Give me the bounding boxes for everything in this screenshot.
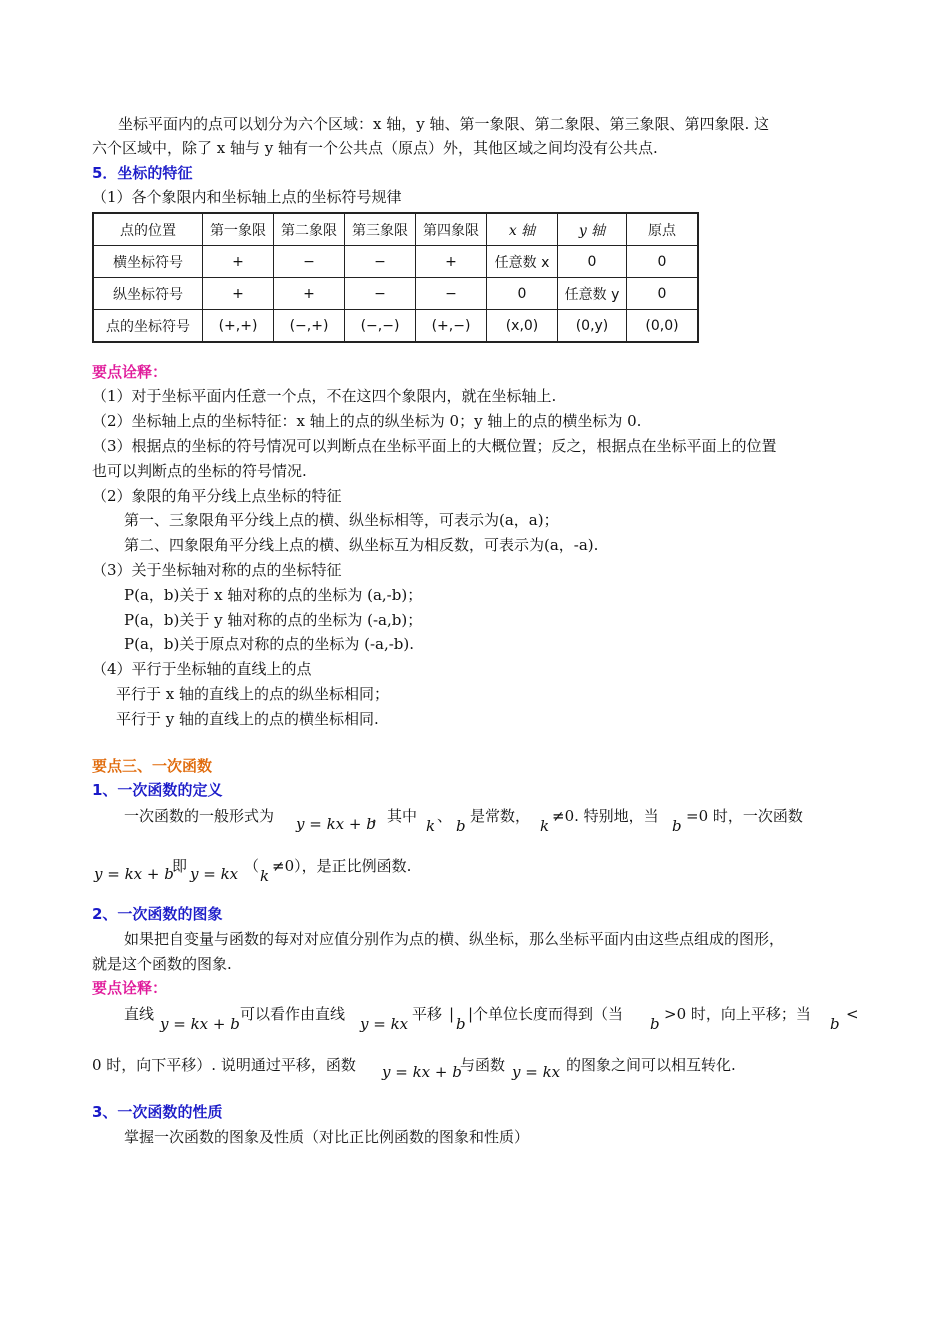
intro-line-2: 六个区域中，除了 x 轴与 y 轴有一个公共点（原点）外，其他区域之间均没有公共点. xyxy=(92,139,658,157)
var-b: b xyxy=(672,817,682,835)
table-cell: + xyxy=(203,278,274,310)
table-cell: 纵坐标符号 xyxy=(93,278,203,310)
table-cell: 点的坐标符号 xyxy=(93,310,203,343)
note1-p1: （1）对于坐标平面内任意一个点，不在这四个象限内，就在坐标轴上. xyxy=(92,387,557,405)
note-text-8: 与函数 xyxy=(460,1056,506,1074)
graph-p2: 就是这个函数的图象. xyxy=(92,955,232,973)
note-text-5: >0 时，向上平移；当 xyxy=(664,1005,811,1023)
note-label-1: 要点诠释： xyxy=(92,363,168,381)
note1-p2: （2）坐标轴上点的坐标特征：x 轴上的点的纵坐标为 0；y 轴上的点的横坐标为 0. xyxy=(92,412,642,430)
table-header-cell: y 轴 xyxy=(558,213,627,246)
sub-3-line-a: P(a，b)关于 x 轴对称的点的坐标为 (a,-b)； xyxy=(124,586,423,604)
section-3-title: 要点三、一次函数 xyxy=(92,757,213,775)
table-header-row xyxy=(93,213,698,246)
table-cell: − xyxy=(416,278,487,310)
sub-3-line-c: P(a，b)关于原点对称的点的坐标为 (-a,-b). xyxy=(124,635,415,653)
var-k: k xyxy=(260,867,270,885)
sub-4-line-a: 平行于 x 轴的直线上的点的纵坐标相同； xyxy=(116,685,389,703)
note-text-9: 的图象之间可以相互转化. xyxy=(566,1056,736,1074)
table-cell: (x,0) xyxy=(487,310,558,343)
sub-heading-2: （2）象限的角平分线上点坐标的特征 xyxy=(92,487,342,505)
table-cell: 0 xyxy=(627,246,699,278)
table-cell: (0,0) xyxy=(627,310,699,343)
note1-p3b: 也可以判断点的坐标的符号情况. xyxy=(92,462,307,480)
def-heading: 1、一次函数的定义 xyxy=(92,781,223,799)
table-cell: (−,−) xyxy=(345,310,416,343)
def-sep: 、 xyxy=(437,807,453,825)
var-k: k xyxy=(540,817,550,835)
def-text-2: ，其中 xyxy=(372,807,418,825)
var-b: b xyxy=(830,1015,840,1033)
def-text-4: ≠0. 特别地，当 xyxy=(552,807,659,825)
sub-heading-4: （4）平行于坐标轴的直线上的点 xyxy=(92,660,312,678)
table-cell: 横坐标符号 xyxy=(93,246,203,278)
formula-y-kx: y = kx xyxy=(190,865,239,883)
sub-3-line-b: P(a，b)关于 y 轴对称的点的坐标为 (-a,b)； xyxy=(124,611,423,629)
table-cell: − xyxy=(345,278,416,310)
abs-bar: | xyxy=(449,1005,455,1023)
formula-y-kx: y = kx xyxy=(512,1063,561,1081)
section-5-title: 5．坐标的特征 xyxy=(92,164,193,182)
note-text-6: < xyxy=(846,1005,859,1023)
def-text-3: 是常数， xyxy=(470,807,531,825)
note-text-3: 平移 xyxy=(412,1005,443,1023)
table-header-cell: 第四象限 xyxy=(416,213,487,246)
formula-y-kx-b: y = kx + b xyxy=(382,1063,462,1081)
formula-y-kx: y = kx xyxy=(360,1015,409,1033)
table-cell: (+,+) xyxy=(203,310,274,343)
table-header-cell: x 轴 xyxy=(487,213,558,246)
table-cell: 0 xyxy=(487,278,558,310)
table-header-cell: 第三象限 xyxy=(345,213,416,246)
sub-2-line-b: 第二、四象限角平分线上点的横、纵坐标互为相反数，可表示为(a，-a). xyxy=(124,536,599,554)
table-cell: (0,y) xyxy=(558,310,627,343)
table-header-cell: 点的位置 xyxy=(93,213,203,246)
table-cell: 任意数 y xyxy=(558,278,627,310)
sub-heading-3: （3）关于坐标轴对称的点的坐标特征 xyxy=(92,561,342,579)
note-text-4: |个单位长度而得到（当 xyxy=(468,1005,624,1023)
property-heading: 3、一次函数的性质 xyxy=(92,1103,223,1121)
def-text-5: =0 时，一次函数 xyxy=(686,807,803,825)
def-text-8: ≠0），是正比例函数. xyxy=(272,857,412,875)
formula-y-kx-b: y = kx + b xyxy=(296,815,376,833)
var-b: b xyxy=(456,1015,466,1033)
table-cell: + xyxy=(274,278,345,310)
section-5-sub1: （1）各个象限内和坐标轴上点的坐标符号规律 xyxy=(92,188,402,206)
sub-4-line-b: 平行于 y 轴的直线上的点的横坐标相同. xyxy=(116,710,379,728)
def-text-6: 即 xyxy=(172,857,188,875)
note-label-2: 要点诠释： xyxy=(92,979,168,997)
table-header-cell: 原点 xyxy=(627,213,699,246)
property-p: 掌握一次函数的图象及性质（对比正比例函数的图象和性质） xyxy=(124,1128,530,1146)
table-cell: 任意数 x xyxy=(487,246,558,278)
note1-p3a: （3）根据点的坐标的符号情况可以判断点在坐标平面上的大概位置；反之，根据点在坐标平面上的位置 xyxy=(92,437,777,455)
table-row xyxy=(93,246,698,278)
table-cell: + xyxy=(203,246,274,278)
note-text-2: 可以看作由直线 xyxy=(240,1005,346,1023)
graph-heading: 2、一次函数的图象 xyxy=(92,905,223,923)
table-cell: 0 xyxy=(627,278,699,310)
table-row xyxy=(93,310,698,343)
table-cell: (+,−) xyxy=(416,310,487,343)
table-cell: (−,+) xyxy=(274,310,345,343)
def-text-7: （ xyxy=(244,857,260,875)
var-k: k xyxy=(426,817,436,835)
formula-y-kx-b: y = kx + b xyxy=(94,865,174,883)
table-header-cell: 第二象限 xyxy=(274,213,345,246)
table-header-cell: 第一象限 xyxy=(203,213,274,246)
def-text-1: 一次函数的一般形式为 xyxy=(124,807,275,825)
intro-line-1: 坐标平面内的点可以划分为六个区域：x 轴，y 轴、第一象限、第二象限、第三象限、第四象限. 这 xyxy=(118,115,770,133)
table-cell: + xyxy=(416,246,487,278)
var-b: b xyxy=(456,817,466,835)
table-cell: − xyxy=(345,246,416,278)
table-cell: 0 xyxy=(558,246,627,278)
note-text-7: 0 时，向下平移）. 说明通过平移，函数 xyxy=(92,1056,356,1074)
note-text-1: 直线 xyxy=(124,1005,155,1023)
sub-2-line-a: 第一、三象限角平分线上点的横、纵坐标相等，可表示为(a，a)； xyxy=(124,511,559,529)
formula-y-kx-b: y = kx + b xyxy=(160,1015,240,1033)
table-row xyxy=(93,278,698,310)
coordinate-sign-table xyxy=(92,212,699,343)
graph-p1: 如果把自变量与函数的每对对应值分别作为点的横、纵坐标，那么坐标平面内由这些点组成的图形， xyxy=(124,930,785,948)
var-b: b xyxy=(650,1015,660,1033)
table-cell: − xyxy=(274,246,345,278)
